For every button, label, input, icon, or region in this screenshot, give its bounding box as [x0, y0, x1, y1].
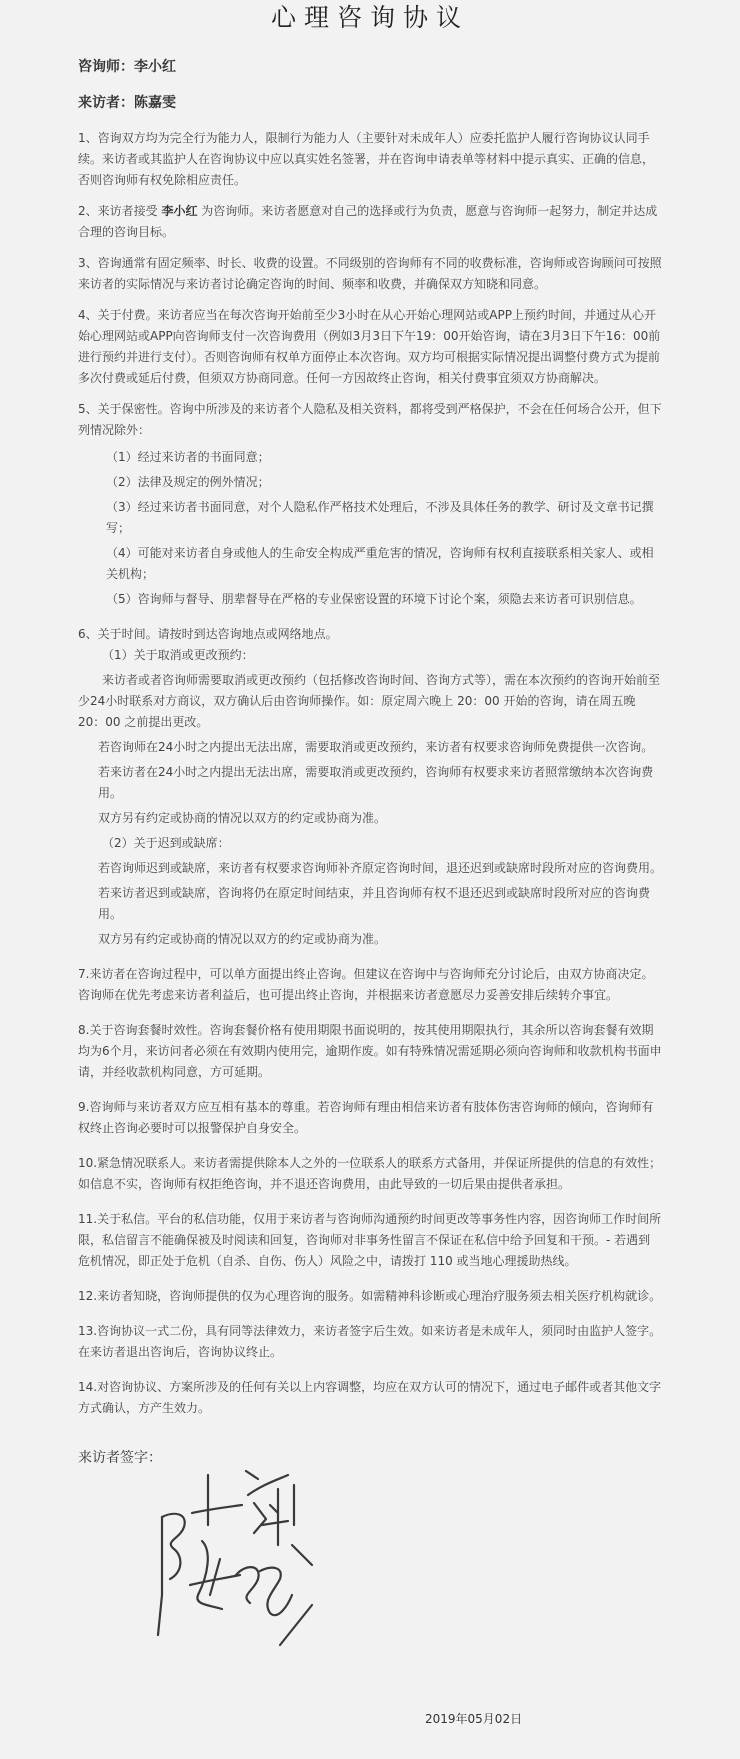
counselor-line [78, 56, 662, 76]
clause-10: 10.紧急情况联系人。来访者需提供除本人之外的一位联系人的联系方式备用，并保证所提供的信息的有效性；如信息不实，咨询师有权拒绝咨询，并不退还咨询费用，由此导致的一切后果由提供者承担。 [78, 1156, 662, 1191]
clause-6: 6、关于时间。请按时到达咨询地点或网络地点。 [78, 627, 338, 641]
clause-6-para: 双方另有约定或协商的情况以双方的约定或协商为准。 [98, 811, 387, 825]
page-title: 心理咨询协议 [270, 3, 469, 32]
clause-2-post: 为咨询师。来访者愿意对自己的选择或行为负责，愿意与咨询师一起努力，制定并达成合理的咨询目标。 [78, 204, 658, 239]
client-line [78, 92, 662, 112]
clause-2 [78, 201, 662, 243]
client-label: 来访者： [78, 95, 134, 111]
clause-6-sub-2: （2）关于迟到或缺席： [102, 836, 230, 850]
signing-date: 2019年05月02日 [425, 1712, 523, 1726]
handwritten-signature [150, 1455, 330, 1655]
client-name: 陈嘉雯 [134, 95, 176, 111]
clause-7: 7.来访者在咨询过程中，可以单方面提出终止咨询。但建议在咨询中与咨询师充分讨论后，由双方协商决定。咨询师在优先考虑来访者利益后，也可提出终止咨询，并根据来访者意愿尽力妥善安排后续转介事宜。 [78, 967, 654, 1002]
clause-4: 4、关于付费。来访者应当在每次咨询开始前至少3小时在从心开始心理网站或APP上预约时间，并通过从心开始心理网站或APP向咨询师支付一次咨询费用（例如3月3日下午19：00开始咨询，请在3月3日下午16：00前进行预约并进行支付）。否则咨询师有权单方面停止本次咨询。双方均可根据实际情况提出调整付费方式为提前多次付费或延后付费，但须双方协商同意。任何一方因故终止咨询，相关付费事宜须双方协商解决。 [78, 308, 661, 385]
clause-6-para: 若咨询师迟到或缺席，来访者有权要求咨询师补齐原定咨询时间，退还迟到或缺席时段所对应的咨询费用。 [98, 861, 663, 875]
clause-5-item: （4）可能对来访者自身或他人的生命安全构成严重危害的情况，咨询师有权利直接联系相关家人、或相关机构； [106, 546, 654, 581]
clause-12: 12.来访者知晓，咨询师提供的仅为心理咨询的服务。如需精神科诊断或心理治疗服务须去相关医疗机构就诊。 [78, 1289, 662, 1303]
clause-6-para: 若来访者迟到或缺席，咨询将仍在原定时间结束，并且咨询师有权不退还迟到或缺席时段所对应的咨询费用。 [98, 886, 651, 921]
clause-13: 13.咨询协议一式二份，具有同等法律效力，来访者签字后生效。如来访者是未成年人，须同时由监护人签字。在来访者退出咨询后，咨询协议终止。 [78, 1324, 662, 1359]
clause-6-para: 来访者或者咨询师需要取消或更改预约（包括修改咨询时间、咨询方式等），需在本次预约的咨询开始前至少24小时联系对方商议，双方确认后由咨询师操作。如：原定周六晚上 20：00 开始的咨询，请在周五晚 20：00 之前提出更改。 [78, 673, 661, 729]
clause-6-sub-1: （1）关于取消或更改预约： [102, 648, 254, 662]
clause-5-item: （2）法律及规定的例外情况； [106, 475, 270, 489]
counselor-label: 咨询师： [78, 59, 134, 75]
clause-6-para: 若来访者在24小时之内提出无法出席，需要取消或更改预约，咨询师有权要求来访者照常缴纳本次咨询费用。 [98, 765, 654, 800]
clause-5-item: （5）咨询师与督导、朋辈督导在严格的专业保密设置的环境下讨论个案，须隐去来访者可识别信息。 [106, 592, 642, 606]
clause-2-counselor-name: 李小红 [161, 204, 198, 218]
clause-5-item: （3）经过来访者书面同意，对个人隐私作严格技术处理后，不涉及具体任务的教学、研讨及文章书记撰写； [106, 500, 654, 535]
counselor-name: 李小红 [134, 59, 176, 75]
clause-2-pre: 2、来访者接受 [78, 204, 162, 218]
signature-label: 来访者签字： [78, 1450, 162, 1466]
clause-5-item: （1）经过来访者的书面同意； [106, 450, 270, 464]
clause-6-para: 若咨询师在24小时之内提出无法出席，需要取消或更改预约，来访者有权要求咨询师免费提供一次咨询。 [98, 740, 654, 754]
clause-9: 9.咨询师与来访者双方应互相有基本的尊重。若咨询师有理由相信来访者有肢体伤害咨询师的倾向，咨询师有权终止咨询必要时可以报警保护自身安全。 [78, 1100, 654, 1135]
clause-1: 1、咨询双方均为完全行为能力人，限制行为能力人（主要针对未成年人）应委托监护人履行咨询协议认同手续。来访者或其监护人在咨询协议中应以真实姓名签署，并在咨询申请表单等材料中提示真实、正确的信息，否则咨询师有权免除相应责任。 [78, 131, 655, 187]
clause-11: 11.关于私信。平台的私信功能，仅用于来访者与咨询师沟通预约时间更改等事务性内容，因咨询师工作时间所限，私信留言不能确保被及时阅读和回复，咨询师对非事务性留言不保证在私信中给予回复和干预。- 若遇到危机情况，即正处于危机（自杀、自伤、伤人）风险之中，请拨打 110 或当地心理援助热线。 [78, 1212, 662, 1268]
clause-6-para: 双方另有约定或协商的情况以双方的约定或协商为准。 [98, 932, 387, 946]
clause-8: 8.关于咨询套餐时效性。咨询套餐价格有使用期限书面说明的，按其使用期限执行，其余所以咨询套餐有效期均为6个月，来访问者必须在有效期内使用完，逾期作废。如有特殊情况需延期必须向咨询师和收款机构书面申请，并经收款机构同意，方可延期。 [78, 1023, 662, 1079]
clause-3: 3、咨询通常有固定频率、时长、收费的设置。不同级别的咨询师有不同的收费标准，咨询师或咨询顾问可按照来访者的实际情况与来访者讨论确定咨询的时间、频率和收费，并确保双方知晓和同意。 [78, 256, 662, 291]
clause-14: 14.对咨询协议、方案所涉及的任何有关以上内容调整，均应在双方认可的情况下，通过电子邮件或者其他文字方式确认，方产生效力。 [78, 1380, 662, 1415]
clause-5: 5、关于保密性。咨询中所涉及的来访者个人隐私及相关资料，都将受到严格保护，不会在任何场合公开，但下列情况除外： [78, 402, 662, 437]
